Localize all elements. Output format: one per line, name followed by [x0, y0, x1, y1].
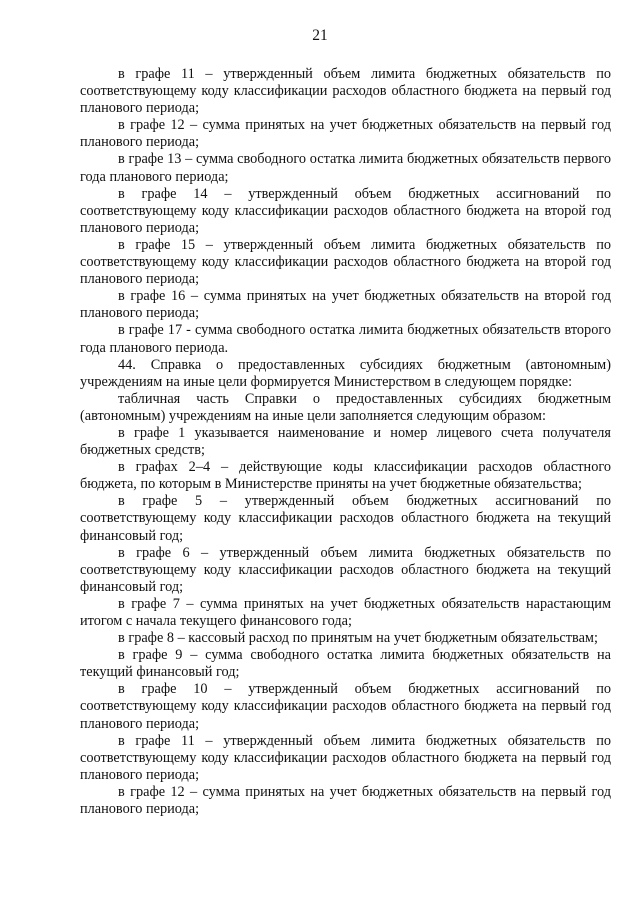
paragraph: в графе 16 – сумма принятых на учет бюджетных обязательств на второй год планового периода; — [80, 288, 611, 322]
paragraph: в графе 13 – сумма свободного остатка лимита бюджетных обязательств первого года планового периода; — [80, 151, 611, 185]
paragraph: в графе 1 указывается наименование и номер лицевого счета получателя бюджетных средств; — [80, 424, 611, 459]
page-number: 21 — [312, 27, 328, 44]
paragraph: в графе 14 – утвержденный объем бюджетных ассигнований по соответствующему коду классификации расходов областного бюджета на второй год планового периода; — [80, 185, 611, 236]
paragraph: в графе 9 – сумма свободного остатка лимита бюджетных обязательств на текущий финансовый год; — [80, 647, 611, 681]
paragraph: в графе 10 – утвержденный объем бюджетных ассигнований по соответствующему коду классификации расходов областного бюджета на первый год планового периода; — [80, 681, 611, 732]
paragraph: в графах 2–4 – действующие коды классификации расходов областного бюджета, по которым в Министерстве приняты на учет бюджетные обязательства; — [80, 459, 611, 493]
paragraph: в графе 7 – сумма принятых на учет бюджетных обязательств нарастающим итогом с начала текущего финансового года; — [80, 595, 611, 629]
paragraph: в графе 6 – утвержденный объем лимита бюджетных обязательств по соответствующему коду классификации расходов областного бюджета на текущий финансовый год; — [80, 544, 611, 595]
paragraph: табличная часть Справки о предоставленных субсидиях бюджетным (автономным) учреждениям на иные цели заполняется следующим образом: — [80, 390, 611, 424]
paragraph: в графе 8 – кассовый расход по принятым на учет бюджетным обязательствам; — [118, 630, 598, 647]
paragraph: 44. Справка о предоставленных субсидиях бюджетным (автономным) учреждениям на иные цели формируется Министерством в следующем порядке: — [80, 356, 611, 390]
paragraph: в графе 11 – утвержденный объем лимита бюджетных обязательств по соответствующему коду классификации расходов областного бюджета на первый год планового периода; — [80, 732, 611, 783]
paragraph: в графе 12 – сумма принятых на учет бюджетных обязательств на первый год планового периода; — [80, 117, 611, 151]
paragraph: в графе 12 – сумма принятых на учет бюджетных обязательств на первый год планового периода; — [80, 783, 611, 818]
document-body — [80, 66, 611, 818]
paragraph: в графе 5 – утвержденный объем бюджетных ассигнований по соответствующему коду классификации расходов областного бюджета на текущий финансовый год; — [80, 493, 611, 544]
paragraph: в графе 15 – утвержденный объем лимита бюджетных обязательств по соответствующему коду классификации расходов областного бюджета на второй год планового периода; — [80, 236, 611, 288]
paragraph: в графе 11 – утвержденный объем лимита бюджетных обязательств по соответствующему коду классификации расходов областного бюджета на первый год планового периода; — [80, 66, 611, 117]
paragraph: в графе 17 - сумма свободного остатка лимита бюджетных обязательств второго года планового периода. — [80, 322, 611, 356]
